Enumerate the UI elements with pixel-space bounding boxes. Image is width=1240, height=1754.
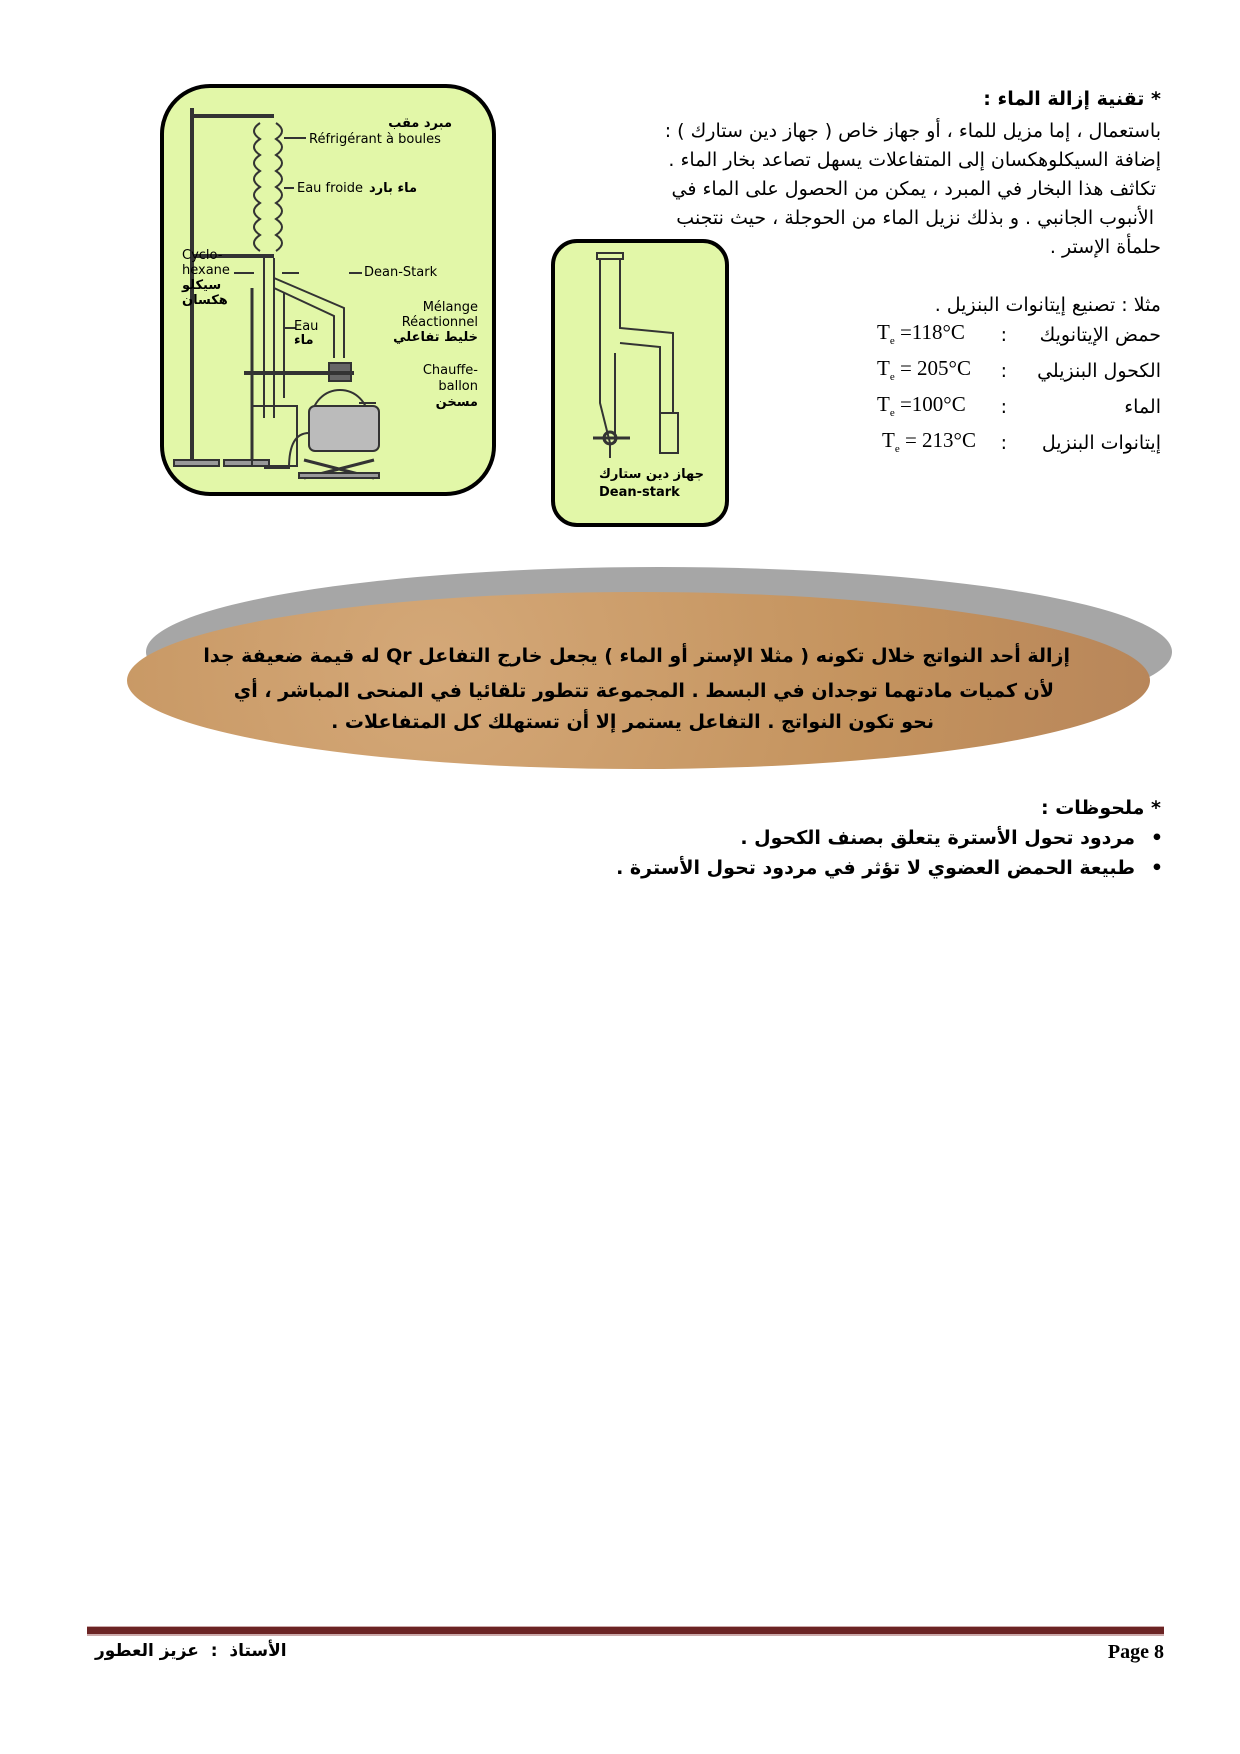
boiling-temperature [877, 392, 966, 419]
label-cyclo-1: Cyclo- [182, 248, 223, 263]
example-row-sep: : [1000, 360, 1007, 382]
label-water-ar: ماء بارد [369, 181, 418, 196]
label-melange-2: Réactionnel [401, 315, 478, 330]
temp-subscript: e [889, 371, 895, 384]
footer-author: الأستاذ : عزيز العطور [95, 1641, 287, 1661]
label-eau-fr: Eau [294, 319, 319, 334]
paragraph-line: حلمأة الإستر . [1049, 236, 1161, 258]
callout-line: إزالة أحد النواتج خلال تكونه ( مثلا الإستر أو الماء ) يجعل خارج التفاعل Qr له قيمة ضعيفة جدا [203, 645, 1070, 667]
example-row-sep: : [1000, 432, 1007, 454]
label-dean-stark-fr: Dean-stark [599, 485, 680, 500]
label-chauffe-1: Chauffe- [422, 363, 478, 378]
example-intro: مثلا : تصنيع إيتانوات البنزيل . [934, 294, 1161, 316]
note-text: طبيعة الحمض العضوي لا تؤثر في مردود تحول الأسترة . [616, 857, 1135, 879]
callout-line: نحو تكون النواتج . التفاعل يستمر إلا أن تستهلك كل المتفاعلات . [331, 711, 934, 733]
note-text: مردود تحول الأسترة يتعلق بصنف الكحول . [740, 827, 1135, 849]
label-water-fr: Eau froide [297, 181, 364, 196]
label-eau [294, 320, 318, 348]
section-title: * تقنية إزالة الماء : [983, 88, 1161, 110]
label-chauffe-ar: مسخن [435, 395, 478, 410]
label-chauffe-2: ballon [438, 379, 478, 394]
notes-title: * ملحوظات : [1040, 797, 1161, 819]
temp-symbol: T [882, 428, 895, 452]
dean-stark-figure [551, 239, 729, 527]
apparatus-figure [160, 84, 496, 496]
note-item [740, 827, 1163, 849]
temp-symbol: T [877, 320, 890, 344]
note-item [616, 857, 1163, 879]
boiling-temperature [882, 428, 976, 455]
boiling-temperature [877, 320, 965, 347]
paragraph-line: باستعمال ، إما مزيل للماء ، أو جهاز خاص ( جهاز دين ستارك ) : [664, 120, 1161, 142]
footer-rule [87, 1626, 1164, 1636]
paragraph-line: تكاثف هذا البخار في المبرد ، يمكن من الحصول على الماء في [671, 178, 1156, 200]
temp-symbol: T [877, 356, 890, 380]
label-cyclohexane [182, 248, 230, 308]
temp-subscript: e [889, 335, 895, 348]
example-row-name: حمض الإيتانويك [1039, 324, 1161, 346]
example-row-sep: : [1000, 396, 1007, 418]
bullet-icon: • [1150, 827, 1163, 849]
bullet-icon: • [1150, 857, 1163, 879]
label-melange-1: Mélange [422, 300, 478, 315]
temp-value: = 205°C [899, 356, 971, 380]
label-cyclo-ar-1: سيكلو [182, 278, 222, 293]
example-row-name: إيتانوات البنزيل [1041, 432, 1161, 454]
page-number: Page 8 [1107, 1641, 1164, 1663]
label-cyclo-ar-2: هكسان [182, 293, 228, 308]
temp-subscript: e [889, 407, 895, 420]
label-condenser-ar: مبرد مقب [388, 116, 452, 131]
callout-line: لأن كميات مادتهما توجدان في البسط . المجموعة تتطور تلقائيا في المنحى المباشر ، أي [233, 680, 1054, 702]
temp-subscript: e [894, 443, 900, 456]
example-row-name: الكحول البنزيلي [1037, 360, 1161, 382]
label-chauffe [423, 363, 478, 411]
boiling-temperature [877, 356, 971, 383]
label-eau-ar: ماء [294, 333, 314, 348]
paragraph-line: إضافة السيكلوهكسان إلى المتفاعلات يسهل تصاعد بخار الماء . [668, 149, 1161, 171]
temp-symbol: T [877, 392, 890, 416]
temp-value: = 213°C [904, 428, 976, 452]
label-melange [393, 300, 478, 345]
temp-value: =118°C [899, 320, 965, 344]
example-row-sep: : [1000, 324, 1007, 346]
label-condenser-fr: Réfrigérant à boules [309, 132, 441, 147]
label-cyclo-2: hexane [182, 263, 230, 278]
label-melange-ar: خليط تفاعلي [393, 330, 478, 345]
temp-value: =100°C [899, 392, 966, 416]
label-dean-stark: Dean-Stark [364, 265, 438, 280]
paragraph-line: الأنبوب الجانبي . و بذلك نزيل الماء من الحوجلة ، حيث نتجنب [676, 207, 1154, 229]
example-row-name: الماء [1124, 396, 1161, 418]
label-dean-stark-ar: جهاز دين ستارك [599, 467, 704, 482]
